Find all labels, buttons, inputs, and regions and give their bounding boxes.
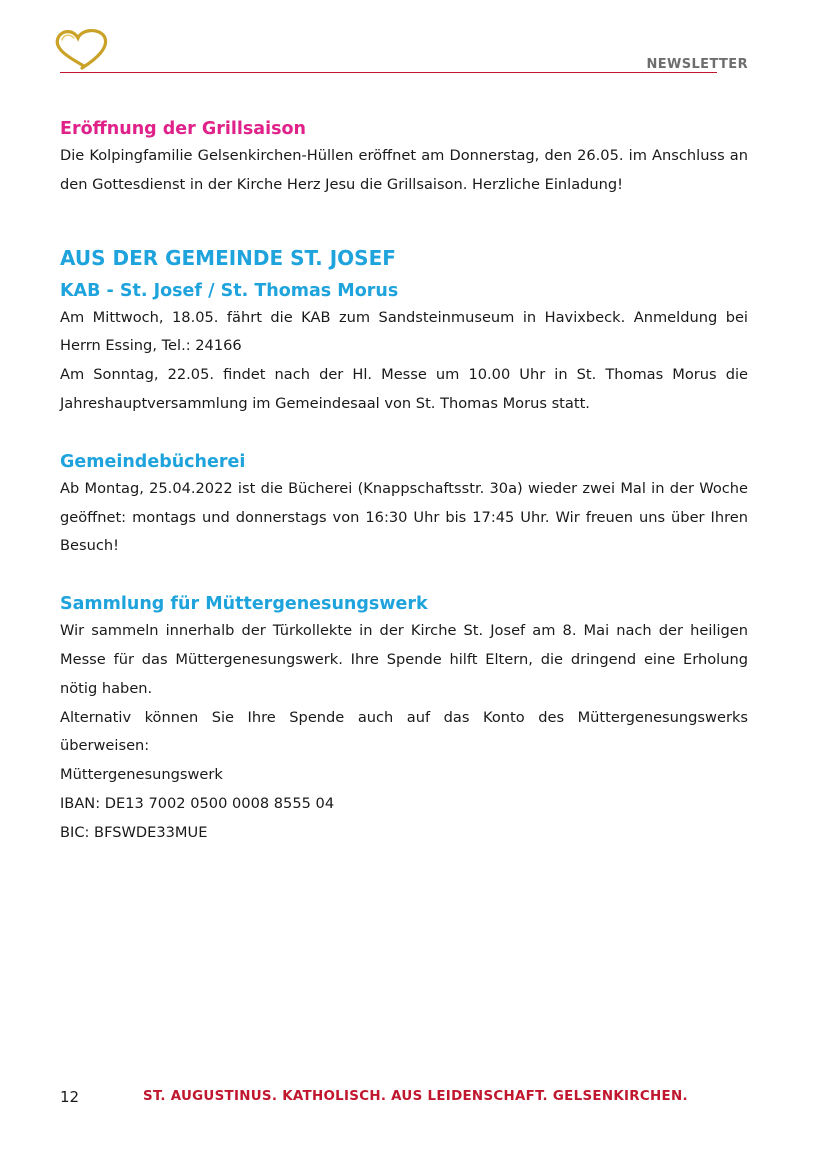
article-heading-kab: KAB - St. Josef / St. Thomas Morus — [60, 280, 399, 301]
newsletter-content — [60, 116, 748, 848]
golden-heart-icon — [52, 26, 112, 72]
bank-recipient: Müttergenesungswerk — [60, 766, 223, 784]
bank-iban: IBAN: DE13 7002 0500 0008 8555 04 — [60, 794, 335, 812]
article-body-kab-1: Am Mittwoch, 18.05. fährt die KAB zum Sandsteinmuseum in Havixbeck. Anmeldung bei Herrn Essing, Tel.: 24166 — [60, 308, 748, 355]
page-number: 12 — [60, 1088, 80, 1106]
footer-slogan: ST. AUGUSTINUS. KATHOLISCH. AUS LEIDENSCHAFT. GELSENKIRCHEN. — [143, 1089, 688, 1104]
article-body-collection-1: Wir sammeln innerhalb der Türkollekte in der Kirche St. Josef am 8. Mai nach der heiligen Messe für das Müttergenesungswerk. Ihre Spende hilft Eltern, die dringend eine Erholung nötig haben. — [60, 622, 748, 697]
article-body-kab-2: Am Sonntag, 22.05. findet nach der Hl. Messe um 10.00 Uhr in St. Thomas Morus die Jahreshauptversammlung im Gemeindesaal von St. Thomas Morus statt. — [60, 366, 748, 412]
article-body-collection-2: Alternativ können Sie Ihre Spende auch auf das Konto des Müttergenesungswerks überweisen: — [60, 708, 748, 755]
bank-bic: BIC: BFSWDE33MUE — [60, 823, 208, 841]
header-divider — [60, 72, 717, 73]
article-body-grillsaison: Die Kolpingfamilie Gelsenkirchen-Hüllen eröffnet am Donnerstag, den 26.05. im Anschluss an den Gottesdienst in der Kirche Herz Jesu die Grillsaison. Herzliche Einladung! — [60, 147, 748, 193]
article-heading-grillsaison: Eröffnung der Grillsaison — [60, 119, 307, 139]
article-body-library: Ab Montag, 25.04.2022 ist die Bücherei (Knappschaftsstr. 30a) wieder zwei Mal in der Woche geöffnet: montags und donnerstags von 16:30 Uhr bis 17:45 Uhr. Wir freuen uns über Ihren Besuch! — [60, 479, 748, 555]
header-label: NEWSLETTER — [646, 57, 748, 72]
section-title: AUS DER GEMEINDE ST. JOSEF — [60, 245, 396, 270]
article-heading-collection: Sammlung für Müttergenesungswerk — [60, 594, 428, 615]
article-heading-library: Gemeindebücherei — [60, 451, 246, 472]
